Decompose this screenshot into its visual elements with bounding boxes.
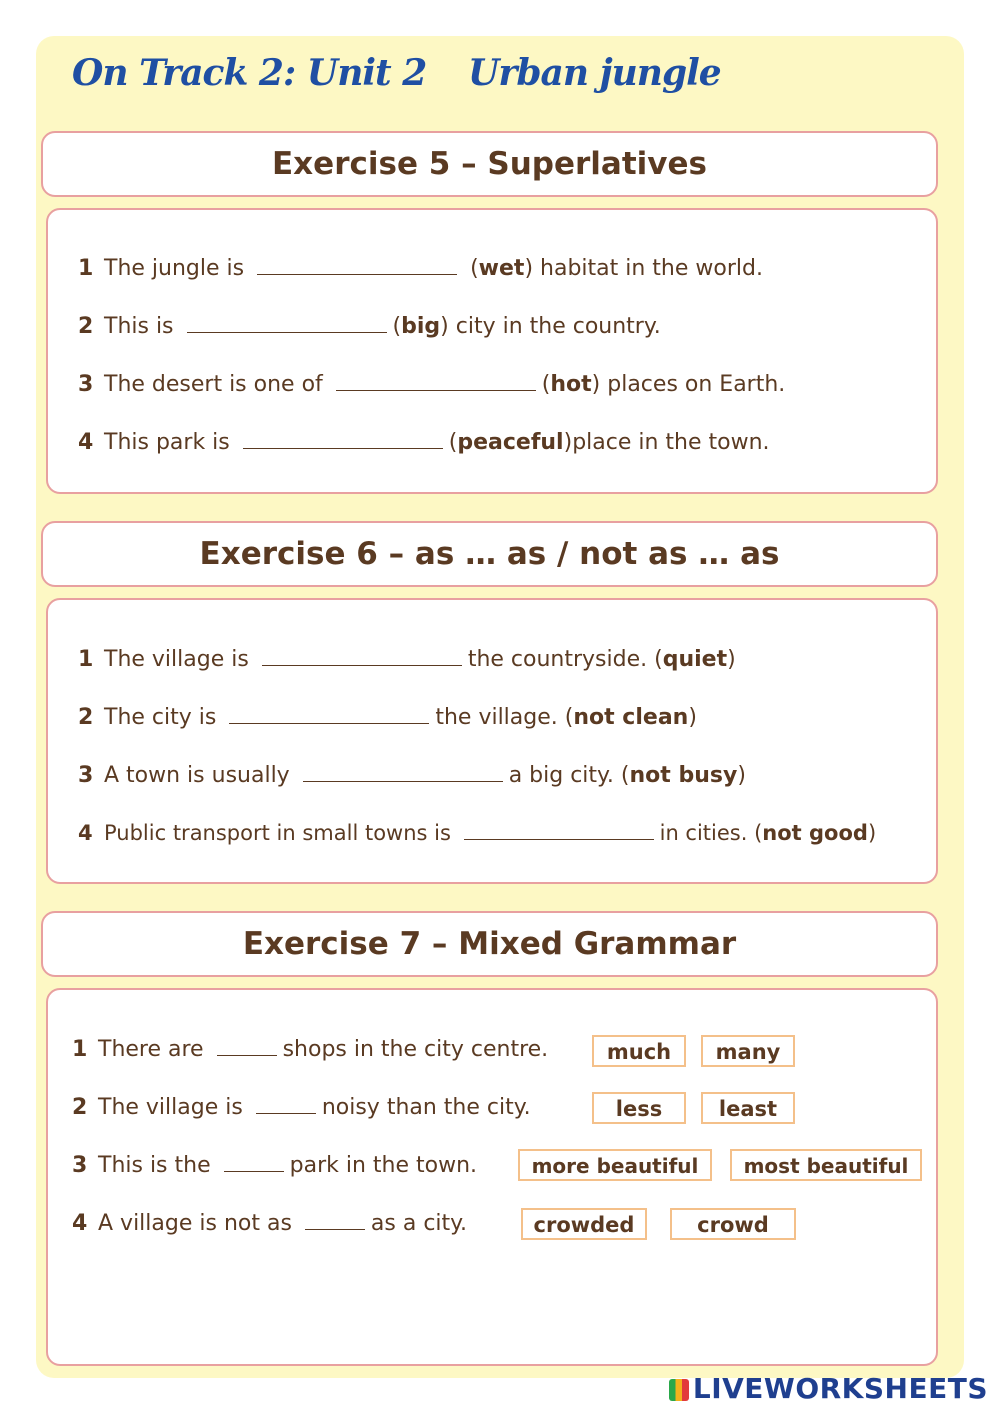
item-text-after: place in the town. — [572, 430, 770, 455]
item-number: 2 — [72, 1095, 88, 1120]
item-number: 2 — [78, 705, 94, 730]
exercise7-header — [41, 911, 938, 977]
answer-blank[interactable] — [303, 761, 503, 782]
option-chip[interactable]: many — [701, 1035, 795, 1067]
answer-blank[interactable] — [256, 1093, 316, 1114]
item-text-before: The desert is one of — [104, 372, 323, 397]
hint-word: wet — [478, 256, 525, 281]
liveworksheets-logo-icon — [669, 1379, 689, 1401]
item-text-after: a big city. — [508, 763, 614, 788]
item-text-before: This is the — [98, 1153, 211, 1178]
hint-word: not good — [762, 821, 868, 845]
item-text-after: in cities. — [659, 821, 748, 845]
item-text-before: This park is — [104, 430, 230, 455]
option-chip[interactable]: much — [592, 1035, 686, 1067]
exercise5-title: Exercise 5 – Superlatives — [272, 146, 707, 182]
item-text-after: the countryside. — [467, 647, 648, 672]
answer-blank[interactable] — [336, 370, 536, 391]
item-number: 4 — [72, 1211, 88, 1236]
answer-blank[interactable] — [224, 1151, 284, 1172]
hint-word: big — [401, 314, 441, 339]
item-text-before: This is — [104, 314, 174, 339]
item-text-before: There are — [98, 1037, 204, 1062]
exercise6-header — [41, 521, 938, 587]
hint-word: quiet — [662, 647, 728, 672]
exercise6-item-4: 4 Public transport in small towns is in cities. (not good) — [78, 818, 876, 848]
option-chip[interactable]: crowd — [670, 1208, 796, 1240]
item-number: 1 — [78, 647, 94, 672]
exercise6-item-3: 3 A town is usually a big city. (not busy) — [78, 761, 746, 791]
exercise5-item-2: 2 This is (big) city in the country. — [78, 312, 661, 342]
item-text-before: The jungle is — [104, 256, 245, 281]
item-text-before: Public transport in small towns is — [104, 821, 451, 845]
exercise7-item-4 — [72, 1209, 467, 1239]
answer-blank[interactable] — [229, 703, 429, 724]
brand-text: LIVEWORKSHEETS — [692, 1372, 988, 1405]
answer-blank[interactable] — [217, 1035, 277, 1056]
hint-word: hot — [550, 372, 592, 397]
exercise7-item-1 — [72, 1035, 548, 1065]
answer-blank[interactable] — [187, 312, 387, 333]
item-text-before: The city is — [104, 705, 217, 730]
item-text-before: The village is — [98, 1095, 243, 1120]
liveworksheets-logo — [669, 1372, 988, 1405]
option-chip[interactable]: more beautiful — [518, 1149, 712, 1181]
worksheet-title: On Track 2: Unit 2 — [72, 52, 427, 94]
answer-blank[interactable] — [243, 428, 443, 449]
exercise6-title: Exercise 6 – as … as / not as … as — [199, 536, 780, 572]
item-number: 2 — [78, 314, 94, 339]
item-text-after: habitat in the world. — [540, 256, 763, 281]
item-text-after: places on Earth. — [607, 372, 786, 397]
item-number: 4 — [78, 430, 94, 455]
item-number: 4 — [78, 821, 93, 845]
exercise5-item-1: 1 The jungle is (wet) habitat in the world. — [78, 254, 763, 284]
exercise7-item-3 — [72, 1151, 477, 1181]
item-text-after: shops in the city centre. — [282, 1037, 549, 1062]
item-text-after: the village. — [435, 705, 558, 730]
hint-word: peaceful — [457, 430, 564, 455]
hint-word: not busy — [629, 763, 738, 788]
item-text-after: city in the country. — [455, 314, 661, 339]
exercise5-item-4: 4 This park is (peaceful)place in the town. — [78, 428, 770, 458]
item-text-after: as a city. — [370, 1211, 468, 1236]
answer-blank[interactable] — [257, 254, 457, 275]
item-text-before: The village is — [104, 647, 249, 672]
exercise6-item-2: 2 The city is the village. (not clean) — [78, 703, 697, 733]
option-chip[interactable]: most beautiful — [730, 1149, 922, 1181]
item-text-before: A village is not as — [98, 1211, 292, 1236]
item-text-before: A town is usually — [104, 763, 290, 788]
answer-blank[interactable] — [464, 819, 654, 840]
item-number: 1 — [72, 1037, 88, 1062]
item-text-after: park in the town. — [289, 1153, 478, 1178]
item-text-after: noisy than the city. — [321, 1095, 531, 1120]
item-number: 3 — [78, 372, 94, 397]
option-chip[interactable]: less — [592, 1092, 686, 1124]
exercise6-item-1: 1 The village is the countryside. (quiet) — [78, 645, 736, 675]
option-chip[interactable]: crowded — [521, 1208, 647, 1240]
item-number: 3 — [72, 1153, 88, 1178]
unit-subtitle: Urban jungle — [468, 52, 721, 94]
option-chip[interactable]: least — [701, 1092, 795, 1124]
exercise5-item-3: 3 The desert is one of (hot) places on Earth. — [78, 370, 785, 400]
item-number: 1 — [78, 256, 94, 281]
hint-word: not clean — [573, 705, 689, 730]
exercise7-item-2 — [72, 1093, 531, 1123]
answer-blank[interactable] — [262, 645, 462, 666]
exercise5-header — [41, 131, 938, 197]
answer-blank[interactable] — [305, 1209, 365, 1230]
exercise7-title: Exercise 7 – Mixed Grammar — [242, 926, 737, 962]
item-number: 3 — [78, 763, 94, 788]
